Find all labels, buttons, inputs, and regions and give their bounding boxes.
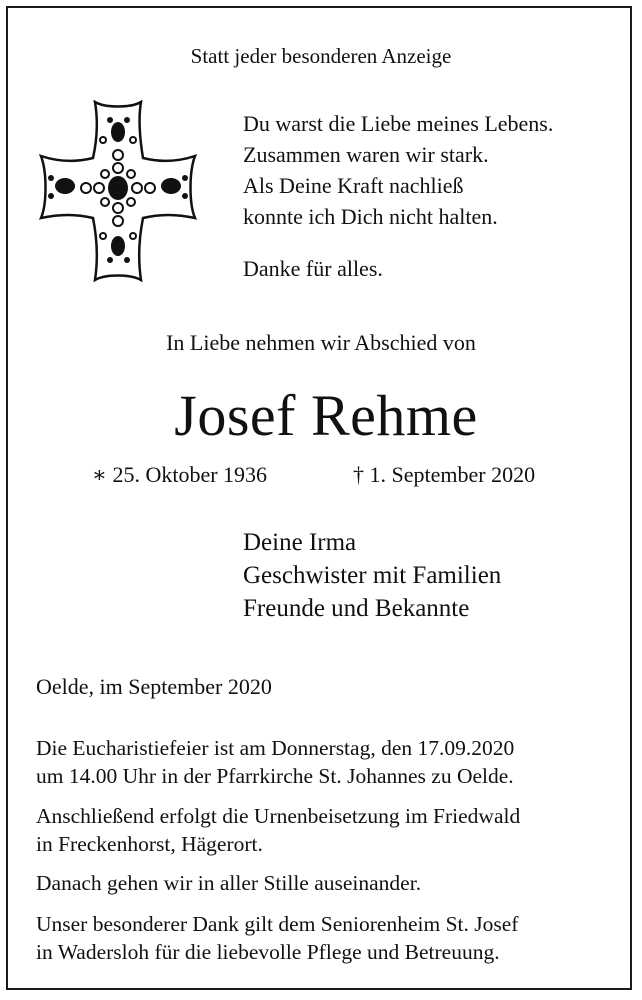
paragraph-line: Anschließend erfolgt die Urnenbeisetzung im Friedwald: [36, 804, 521, 828]
paragraph-line: Unser besonderer Dank gilt dem Seniorenheim St. Josef: [36, 912, 519, 936]
paragraph-line: in Wadersloh für die liebevolle Pflege und Betreuung.: [36, 940, 500, 964]
death-date: † 1. September 2020: [353, 462, 536, 487]
paragraph-line: in Freckenhorst, Hägerort.: [36, 832, 263, 856]
poem-line: Zusammen waren wir stark.: [243, 142, 489, 167]
mourners-list: [243, 526, 501, 625]
paragraph-line: um 14.00 Uhr in der Pfarrkirche St. Johannes zu Oelde.: [36, 764, 514, 788]
notice-header: Statt jeder besonderen Anzeige: [190, 44, 452, 68]
burial-paragraph: [36, 802, 520, 858]
mourner: Deine Irma: [243, 529, 357, 556]
cross-icon: [37, 100, 199, 282]
poem: [243, 108, 553, 232]
thanks-line: Danke für alles.: [243, 256, 383, 281]
deceased-name: Josef Rehme: [174, 383, 478, 448]
mourner: Freunde und Bekannte: [243, 595, 470, 622]
poem-line: Als Deine Kraft nachließ: [243, 173, 464, 198]
service-paragraph: [36, 734, 514, 790]
gratitude-paragraph: [36, 910, 518, 966]
birth-date: ∗ 25. Oktober 1936: [92, 462, 268, 487]
paragraph-line: Die Eucharistiefeier ist am Donnerstag, den 17.09.2020: [36, 736, 515, 760]
farewell-intro: In Liebe nehmen wir Abschied von: [166, 330, 476, 355]
poem-line: Du warst die Liebe meines Lebens.: [243, 111, 554, 136]
mourner: Geschwister mit Familien: [243, 562, 502, 589]
place-date: Oelde, im September 2020: [36, 674, 272, 699]
silence-paragraph: [36, 869, 421, 897]
paragraph-line: Danach gehen wir in aller Stille auseinander.: [36, 871, 422, 895]
poem-line: konnte ich Dich nicht halten.: [243, 204, 498, 229]
